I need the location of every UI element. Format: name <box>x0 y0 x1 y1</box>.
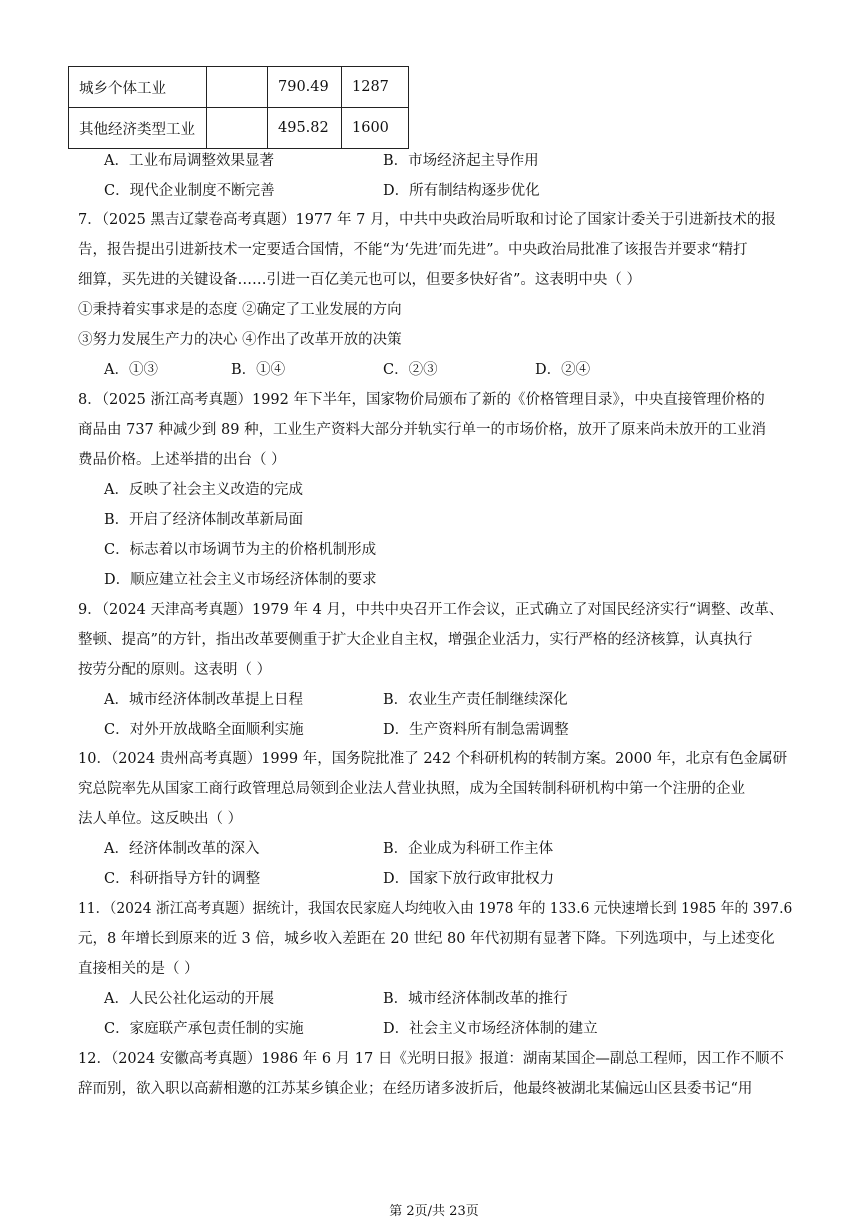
option-a[interactable]: A．反映了社会主义改造的完成 <box>104 482 303 498</box>
question-12-line: 12．（2024 安徽高考真题）1986 年 6 月 17 日《光明日报》报道：湖南某国企—副总工程师，因工作不顺不 <box>78 1051 784 1067</box>
question-7-line: 7．（2025 黑吉辽蒙卷高考真题）1977 年 7 月，中共中央政治局听取和讨论了国家计委关于引进新技术的报 <box>78 212 776 228</box>
question-8-line: 8．（2025 浙江高考真题）1992 年下半年，国家物价局颁布了新的《价格管理目录》，中央直接管理价格的 <box>78 392 765 408</box>
option-d[interactable]: D．生产资料所有制急需调整 <box>383 722 569 738</box>
option-d[interactable]: D．所有制结构逐步优化 <box>383 183 540 199</box>
question-11-line: 元，8 年增长到原来的近 3 倍，城乡收入差距在 20 世纪 80 年代初期有显著下降。下列选项中，与上述变化 <box>78 931 775 947</box>
question-8-line: 商品由 737 种减少到 89 种，工业生产资料大部分并轨实行单一的市场价格，放开了原来尚未放开的工业消 <box>78 422 767 438</box>
table-cell <box>207 108 268 149</box>
option-b[interactable]: B．开启了经济体制改革新局面 <box>104 512 304 528</box>
question-10-line: 10．（2024 贵州高考真题）1999 年，国务院批准了 242 个科研机构的转制方案。2000 年，北京有色金属研 <box>78 751 788 767</box>
question-11-line: 11．（2024 浙江高考真题）据统计，我国农民家庭人均纯收入由 1978 年的 133.6 元快速增长到 1985 年的 397.6 <box>78 901 793 917</box>
option-d[interactable]: D．社会主义市场经济体制的建立 <box>383 1021 598 1037</box>
option-d[interactable]: D．顺应建立社会主义市场经济体制的要求 <box>104 572 377 588</box>
question-8-line: 费品价格。上述举措的出台（ ） <box>78 452 286 468</box>
option-a[interactable]: A．经济体制改革的深入 <box>104 841 260 857</box>
option-c[interactable]: C．家庭联产承包责任制的实施 <box>104 1021 304 1037</box>
table-cell: 城乡个体工业 <box>69 67 207 108</box>
option-a[interactable]: A．工业布局调整效果显著 <box>104 153 274 169</box>
question-9-line: 9．（2024 天津高考真题）1979 年 4 月，中共中央召开工作会议，正式确立了对国民经济实行“调整、改革、 <box>78 602 784 618</box>
table-cell: 1287 <box>342 67 409 108</box>
table-cell <box>207 67 268 108</box>
page-footer: 第 2页/共 23页 <box>389 1204 479 1219</box>
option-a[interactable]: A．城市经济体制改革提上日程 <box>104 692 303 708</box>
option-b[interactable]: B．城市经济体制改革的推行 <box>383 991 568 1007</box>
option-a[interactable]: A．人民公社化运动的开展 <box>104 991 274 1007</box>
table-cell: 790.49 <box>268 67 342 108</box>
option-c[interactable]: C．现代企业制度不断完善 <box>104 183 275 199</box>
option-c[interactable]: C．对外开放战略全面顺利实施 <box>104 722 304 738</box>
option-b[interactable]: B．①④ <box>231 362 286 378</box>
table-cell: 1600 <box>342 108 409 149</box>
question-7-statement: ③努力发展生产力的决心 ④作出了改革开放的决策 <box>78 332 402 348</box>
table-row <box>69 108 409 149</box>
option-a[interactable]: A．①③ <box>104 362 158 378</box>
table-row <box>69 67 409 108</box>
question-11-line: 直接相关的是（ ） <box>78 961 199 977</box>
option-b[interactable]: B．市场经济起主导作用 <box>383 153 539 169</box>
question-7-line: 细算，买先进的关键设备……引进一百亿美元也可以，但要多快好省”。这表明中央（ ） <box>78 272 642 288</box>
option-b[interactable]: B．农业生产责任制继续深化 <box>383 692 568 708</box>
question-9-line: 整顿、提高”的方针，指出改革要侧重于扩大企业自主权，增强企业活力，实行严格的经济核算，认真执行 <box>78 632 753 648</box>
table-cell: 495.82 <box>268 108 342 149</box>
option-b[interactable]: B．企业成为科研工作主体 <box>383 841 554 857</box>
option-c[interactable]: C．标志着以市场调节为主的价格机制形成 <box>104 542 377 558</box>
option-d[interactable]: D．②④ <box>535 362 591 378</box>
question-10-line: 究总院率先从国家工商行政管理总局领到企业法人营业执照，成为全国转制科研机构中第一个注册的企业 <box>78 781 745 797</box>
question-10-line: 法人单位。这反映出（ ） <box>78 811 243 827</box>
question-7-line: 告，报告提出引进新技术一定要适合国情，不能“为‘先进’而先进”。中央政治局批准了该报告并要求“精打 <box>78 242 748 258</box>
data-table <box>68 66 409 149</box>
question-12-line: 辞而别，欲入职以高薪相邀的江苏某乡镇企业；在经历诸多波折后，他最终被湖北某偏远山区县委书记“用 <box>78 1081 753 1097</box>
question-9-line: 按劳分配的原则。这表明（ ） <box>78 662 272 678</box>
option-c[interactable]: C．科研指导方针的调整 <box>104 871 261 887</box>
table-cell: 其他经济类型工业 <box>69 108 207 149</box>
question-7-statement: ①秉持着实事求是的态度 ②确定了工业发展的方向 <box>78 302 402 318</box>
option-c[interactable]: C．②③ <box>383 362 438 378</box>
option-d[interactable]: D．国家下放行政审批权力 <box>383 871 555 887</box>
